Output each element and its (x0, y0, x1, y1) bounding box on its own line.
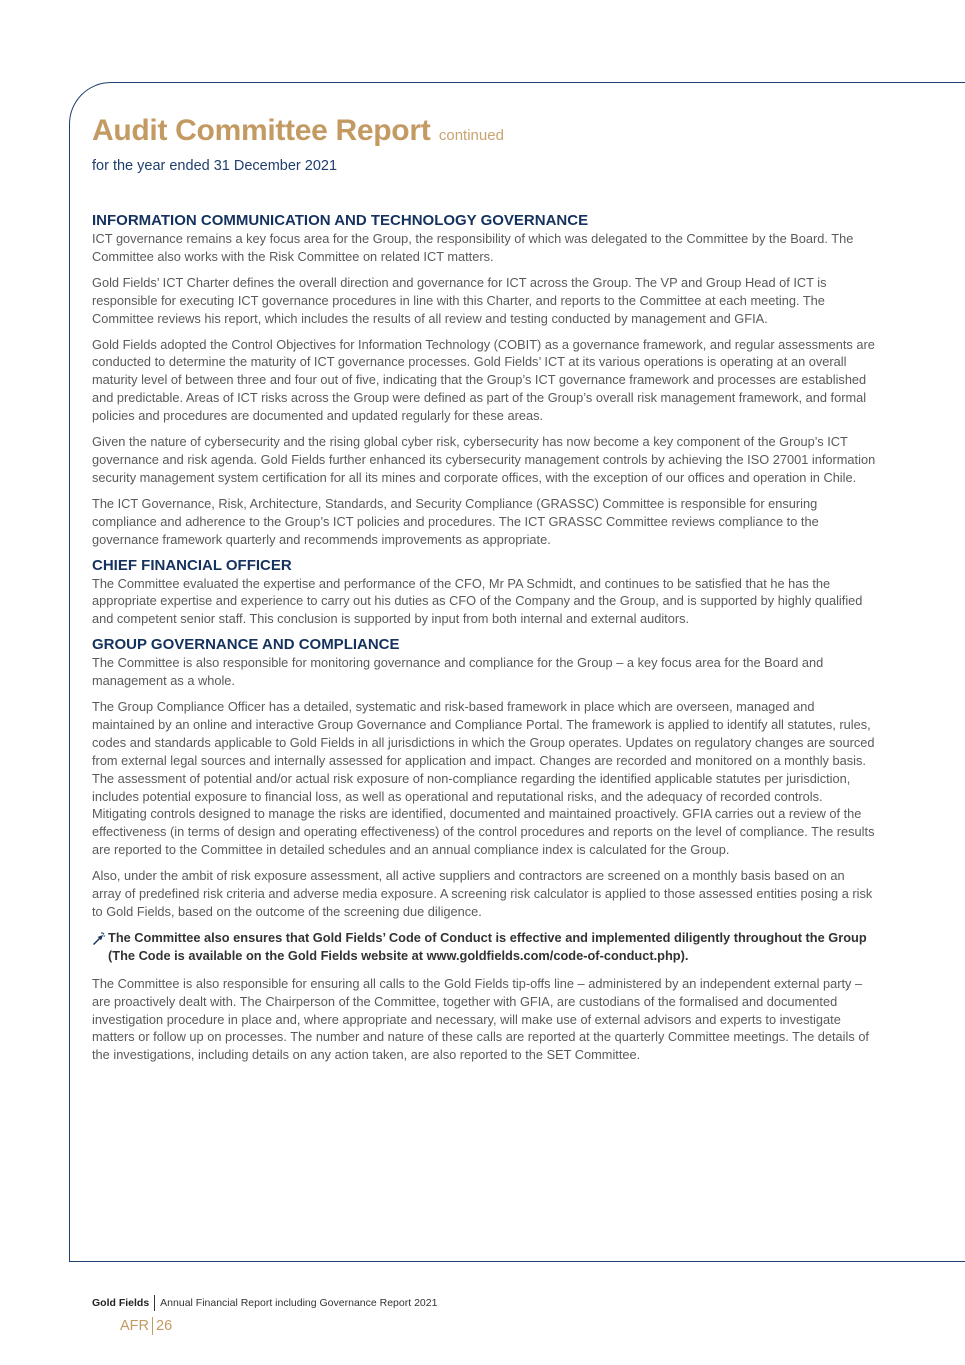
code-of-conduct-callout (92, 929, 877, 965)
footer-afr-label: AFR (120, 1318, 149, 1334)
ict-paragraph-1: ICT governance remains a key focus area for the Group, the responsibility of which was delegated to the Committee by the Board. The Committee also works with the Risk Committee on related ICT matters. (92, 231, 854, 264)
callout-text: The Committee also ensures that Gold Fields’ Code of Conduct is effective and implemented diligently throughout the Group (The Code is available on the Gold Fields website at www.goldfields.com/code-of-conduct.php). (108, 929, 867, 963)
page-number: 26 (156, 1318, 173, 1334)
cursor-click-icon (90, 931, 106, 947)
footer-page-indicator (120, 1317, 172, 1335)
governance-paragraph-3: Also, under the ambit of risk exposure assessment, all active suppliers and contractors are screened on a monthly basis based on an array of predefined risk criteria and adverse media exposure. A screening risk calculator is applied to those assessed entities posing a risk to Gold Fields, based on the outcome of the screening due diligence. (92, 868, 873, 919)
heading-group-governance: GROUP GOVERNANCE AND COMPLIANCE (92, 636, 400, 654)
governance-closing-paragraph: The Committee is also responsible for ensuring all calls to the Gold Fields tip-offs line – administered by an independent external party – are proactively dealt with. The Chairperson of the Committee, together with GFIA, are custodians of the formalised and documented investigation procedure in place and, where appropriate and necessary, will make use of external advisors and experts to investigate matters or follow up on processes. The number and nature of these calls are reported at the quarterly Committee meetings. The details of the investigations, including details on any action taken, are also reported to the SET Committee. (92, 975, 869, 1063)
governance-paragraph-1: The Committee is also responsible for monitoring governance and compliance for the Group – a key focus area for the Board and management as a whole. (92, 655, 824, 689)
title-continued: continued (438, 127, 504, 144)
ict-paragraph-5: The ICT Governance, Risk, Architecture, Standards, and Security Compliance (GRASSC) Committee is responsible for ensuring compliance and adherence to the Group’s ICT policies and procedures. The ICT GRASSC Committee reviews compliance to the governance framework quarterly and recommends improvements as appropriate. (92, 495, 819, 547)
governance-paragraph-2: The Group Compliance Officer has a detailed, systematic and risk-based framework in place which are overseen, managed and maintained by an online and interactive Group Governance and Compliance Portal. The framework is applied to identify all statutes, rules, codes and standards applicable to Gold Fields in all jurisdictions in which the Group operates. Updates on regulatory changes are sourced from external legal sources and internally assessed for application and impact. Changes are recorded and monitored on a monthly basis. The assessment of potential and/or actual risk exposure of non-compliance regarding the identified applicable statutes per jurisdiction, includes potential exposure to financial loss, as well as operational and reputational risks, and the adequacy of recorded controls. Mitigating controls designed to manage the risks are identified, documented and maintained proactively. GFIA carries out a review of the effectiveness (in terms of design and operating effectiveness) of the control procedures and reports on the level of compliance. The results are reported to the Committee in detailed schedules and an annual compliance index is calculated for the Group. (92, 699, 875, 858)
page-footer (92, 1295, 438, 1334)
heading-ict-governance: INFORMATION COMMUNICATION AND TECHNOLOGY GOVERNANCE (92, 212, 589, 229)
title-text: Audit Committee Report (92, 114, 431, 147)
heading-cfo: CHIEF FINANCIAL OFFICER (92, 556, 292, 574)
cfo-paragraph-1: The Committee evaluated the expertise and performance of the CFO, Mr PA Schmidt, and continues to be satisfied that he has the appropriate expertise and experience to carry out his duties as CFO of the Company and the Group, and is supported by highly qualified and competent senior staff. This conclusion is supported by input from both internal and external auditors. (92, 575, 863, 627)
footer-page-divider (152, 1317, 153, 1335)
page-subtitle: for the year ended 31 December 2021 (92, 158, 338, 174)
ict-paragraph-2: Gold Fields’ ICT Charter defines the overall direction and governance for ICT across the Group. The VP and Group Head of ICT is responsible for executing ICT governance procedures in line with this Charter, and reports to the Committee at each meeting. The Committee reviews his report, which includes the results of all review and testing conducted by management and GFIA. (92, 274, 827, 326)
footer-report-title: Annual Financial Report including Governance Report 2021 (160, 1297, 438, 1309)
page-title (92, 112, 877, 155)
page-content (92, 112, 877, 1072)
footer-report-line (92, 1295, 437, 1311)
ict-paragraph-4: Given the nature of cybersecurity and the rising global cyber risk, cybersecurity has now become a key component of the Group’s ICT governance and risk agenda. Gold Fields further enhanced its cybersecurity management controls by achieving the ISO 27001 information security management system certification for all its mines and corporate offices, with the exception of our offices and operation in Chile. (92, 434, 876, 485)
ict-paragraph-3: Gold Fields adopted the Control Objectives for Information Technology (COBIT) as a governance framework, and regular assessments are conducted to determine the maturity of ICT governance processes. Gold Fields’ ICT at its various operations is operating at an overall maturity level of between three and four out of five, indicating that the Group’s ICT governance framework and processes are established and predictable. Areas of ICT risks across the Group were defined as part of the Group’s overall risk management framework, and formal policies and procedures are documented and updated regularly for these areas. (92, 336, 875, 424)
footer-divider (154, 1295, 155, 1311)
footer-brand: Gold Fields (92, 1297, 150, 1309)
